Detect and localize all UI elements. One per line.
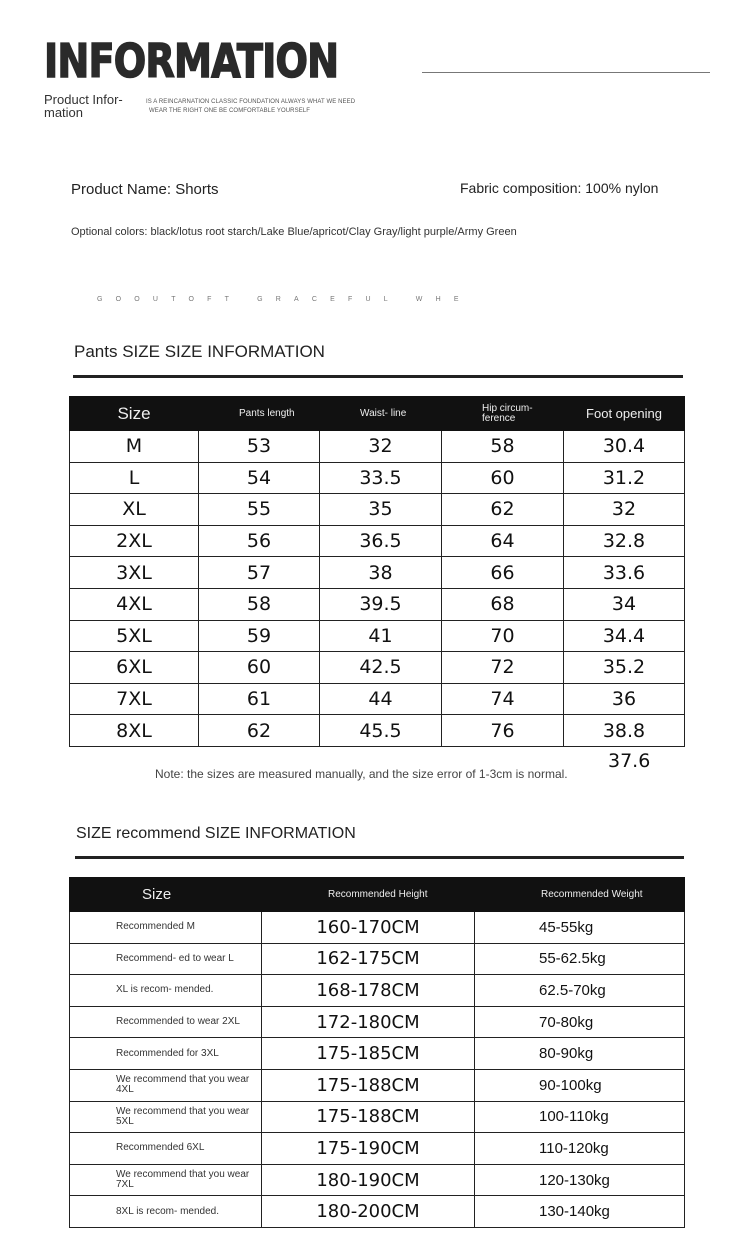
cell-length: 59 xyxy=(199,620,320,652)
measurement-note: Note: the sizes are measured manually, and the size error of 1-3cm is normal. xyxy=(155,767,568,781)
size-table-title: Pants SIZE SIZE INFORMATION xyxy=(74,342,325,361)
cell-waist: 35 xyxy=(320,494,442,526)
cell-hip: 70 xyxy=(442,620,564,652)
cell-size: 2XL xyxy=(70,525,199,557)
table-row xyxy=(70,1133,685,1165)
extra-foot-value: 37.6 xyxy=(608,750,651,772)
cell-hip: 72 xyxy=(442,652,564,684)
recommend-table xyxy=(69,877,685,1228)
cell-height: 175-188CM xyxy=(262,1069,475,1101)
cell-foot: 35.2 xyxy=(564,652,685,684)
cell-height: 168-178CM xyxy=(262,975,475,1007)
header-divider xyxy=(422,72,710,73)
cell-hip: 68 xyxy=(442,588,564,620)
cell-recommendation: Recommended to wear 2XL xyxy=(70,1006,262,1038)
table-row xyxy=(70,1196,685,1228)
cell-height: 175-188CM xyxy=(262,1101,475,1133)
table-row xyxy=(70,525,685,557)
cell-foot: 34.4 xyxy=(564,620,685,652)
table-row xyxy=(70,683,685,715)
cell-foot: 32.8 xyxy=(564,525,685,557)
size-table xyxy=(69,396,685,747)
table-row xyxy=(70,715,685,747)
table-row xyxy=(70,588,685,620)
recommend-table-header xyxy=(70,878,685,912)
cell-size: M xyxy=(70,431,199,463)
cell-foot: 33.6 xyxy=(564,557,685,589)
cell-recommendation: We recommend that you wear 4XL xyxy=(70,1069,262,1101)
cell-weight: 45-55kg xyxy=(475,912,685,944)
decorative-spaced-text: GOOUTOFT GRACEFUL WHE xyxy=(97,296,472,303)
cell-waist: 32 xyxy=(320,431,442,463)
cell-waist: 39.5 xyxy=(320,588,442,620)
table-row xyxy=(70,1101,685,1133)
cell-weight: 80-90kg xyxy=(475,1038,685,1070)
cell-foot: 32 xyxy=(564,494,685,526)
cell-length: 62 xyxy=(199,715,320,747)
product-name: Product Name: Shorts xyxy=(71,181,219,198)
cell-foot: 34 xyxy=(564,588,685,620)
cell-size: L xyxy=(70,462,199,494)
header-waistline: Waist- line xyxy=(320,397,442,431)
cell-hip: 62 xyxy=(442,494,564,526)
cell-recommendation: Recommended M xyxy=(70,912,262,944)
cell-waist: 45.5 xyxy=(320,715,442,747)
cell-height: 180-200CM xyxy=(262,1196,475,1228)
cell-hip: 66 xyxy=(442,557,564,589)
cell-waist: 41 xyxy=(320,620,442,652)
table-row xyxy=(70,1006,685,1038)
header-size: Size xyxy=(70,878,262,912)
cell-recommendation: We recommend that you wear 7XL xyxy=(70,1164,262,1196)
cell-hip: 60 xyxy=(442,462,564,494)
cell-hip: 58 xyxy=(442,431,564,463)
cell-weight: 62.5-70kg xyxy=(475,975,685,1007)
header-hip: Hip circum- ference xyxy=(442,397,564,431)
fabric-composition: Fabric composition: 100% nylon xyxy=(460,180,659,196)
subtitle: Product Infor- mation xyxy=(44,92,123,120)
cell-weight: 110-120kg xyxy=(475,1133,685,1165)
header-foot-opening: Foot opening xyxy=(564,397,685,431)
table-row xyxy=(70,620,685,652)
cell-waist: 33.5 xyxy=(320,462,442,494)
table-row xyxy=(70,462,685,494)
table-row xyxy=(70,943,685,975)
cell-recommendation: Recommended for 3XL xyxy=(70,1038,262,1070)
page-title: INFORMATION xyxy=(44,34,339,88)
cell-weight: 55-62.5kg xyxy=(475,943,685,975)
cell-weight: 120-130kg xyxy=(475,1164,685,1196)
table-row xyxy=(70,494,685,526)
tagline xyxy=(146,98,355,116)
cell-length: 58 xyxy=(199,588,320,620)
cell-height: 175-190CM xyxy=(262,1133,475,1165)
cell-length: 57 xyxy=(199,557,320,589)
cell-foot: 38.8 xyxy=(564,715,685,747)
cell-length: 60 xyxy=(199,652,320,684)
cell-size: 7XL xyxy=(70,683,199,715)
cell-height: 162-175CM xyxy=(262,943,475,975)
cell-waist: 36.5 xyxy=(320,525,442,557)
cell-foot: 31.2 xyxy=(564,462,685,494)
cell-foot: 30.4 xyxy=(564,431,685,463)
header-size: Size xyxy=(70,397,199,431)
cell-recommendation: Recommended 6XL xyxy=(70,1133,262,1165)
cell-recommendation: We recommend that you wear 5XL xyxy=(70,1101,262,1133)
tagline-line-2: WEAR THE RIGHT ONE BE COMFORTABLE YOURSELF xyxy=(149,108,311,114)
cell-foot: 36 xyxy=(564,683,685,715)
size-table-header xyxy=(70,397,685,431)
cell-weight: 90-100kg xyxy=(475,1069,685,1101)
cell-length: 55 xyxy=(199,494,320,526)
cell-hip: 64 xyxy=(442,525,564,557)
cell-size: XL xyxy=(70,494,199,526)
cell-size: 5XL xyxy=(70,620,199,652)
cell-height: 160-170CM xyxy=(262,912,475,944)
cell-height: 172-180CM xyxy=(262,1006,475,1038)
cell-hip: 74 xyxy=(442,683,564,715)
table-row xyxy=(70,912,685,944)
cell-weight: 100-110kg xyxy=(475,1101,685,1133)
cell-waist: 38 xyxy=(320,557,442,589)
cell-waist: 44 xyxy=(320,683,442,715)
cell-recommendation: Recommend- ed to wear L xyxy=(70,943,262,975)
tagline-line-1: IS A REINCARNATION CLASSIC FOUNDATION ALWAYS WHAT WE NEED xyxy=(146,99,356,105)
cell-weight: 70-80kg xyxy=(475,1006,685,1038)
cell-size: 3XL xyxy=(70,557,199,589)
table-row xyxy=(70,975,685,1007)
cell-size: 4XL xyxy=(70,588,199,620)
table-row xyxy=(70,1038,685,1070)
table-row xyxy=(70,1164,685,1196)
cell-hip: 76 xyxy=(442,715,564,747)
cell-recommendation: 8XL is recom- mended. xyxy=(70,1196,262,1228)
section-divider xyxy=(75,856,684,859)
cell-size: 8XL xyxy=(70,715,199,747)
cell-length: 61 xyxy=(199,683,320,715)
table-row xyxy=(70,1069,685,1101)
header-height: Recommended Height xyxy=(262,878,475,912)
table-row xyxy=(70,557,685,589)
header-pants-length: Pants length xyxy=(199,397,320,431)
cell-waist: 42.5 xyxy=(320,652,442,684)
cell-height: 180-190CM xyxy=(262,1164,475,1196)
table-row xyxy=(70,652,685,684)
cell-length: 53 xyxy=(199,431,320,463)
recommend-table-title: SIZE recommend SIZE INFORMATION xyxy=(76,825,356,842)
cell-height: 175-185CM xyxy=(262,1038,475,1070)
cell-weight: 130-140kg xyxy=(475,1196,685,1228)
header-weight: Recommended Weight xyxy=(475,878,685,912)
cell-recommendation: XL is recom- mended. xyxy=(70,975,262,1007)
section-divider xyxy=(73,375,683,378)
cell-length: 56 xyxy=(199,525,320,557)
optional-colors: Optional colors: black/lotus root starch/Lake Blue/apricot/Clay Gray/light purple/Army Green xyxy=(71,226,517,238)
cell-length: 54 xyxy=(199,462,320,494)
table-row xyxy=(70,431,685,463)
cell-size: 6XL xyxy=(70,652,199,684)
